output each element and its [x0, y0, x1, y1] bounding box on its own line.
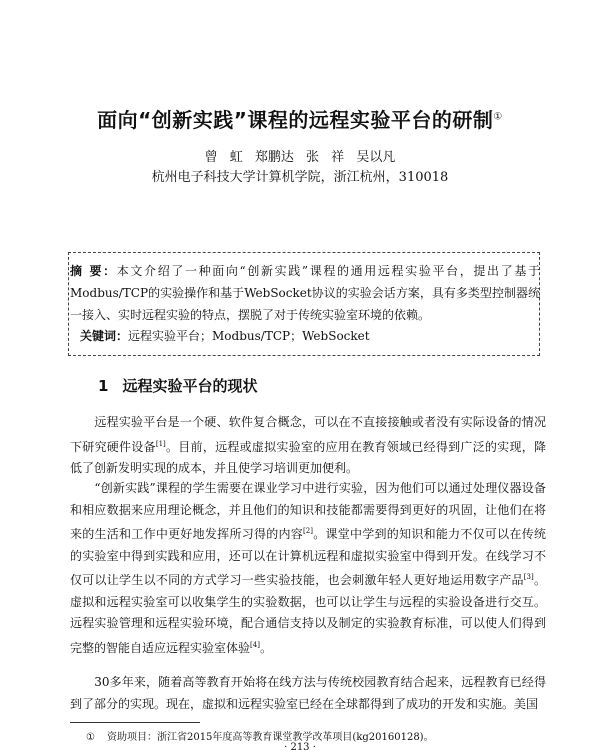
- body-paragraph: [70, 412, 546, 480]
- section-number: 1: [98, 377, 109, 395]
- paper-title-text: 面向“创新实践”课程的远程实验平台的研制: [97, 108, 494, 132]
- footnote-mark: ①: [86, 732, 95, 743]
- paragraph-text: 。: [259, 640, 272, 655]
- page-number: · 213 ·: [284, 742, 316, 753]
- paragraph-text: 。课堂中学到的知识和能力不仅可以在传统的实验室中得到实践和应用，还可以在计算机远程和虚拟实验室中得到开发。在线学习不仅可以让学生以不同的方式学习一些实验技能，也会刺激年轻人更好地运用数字产品: [70, 527, 546, 587]
- title-footnote-mark: ①: [493, 111, 503, 123]
- citation: [1]: [155, 439, 166, 448]
- paragraph-text: 。虚拟和远程实验室可以收集学生的实验数据，也可以让学生与远程的实验设备进行交互。远程实验管理和远程实验环境，配合通信支持以及制定的实验教育标准，可以使人们得到完整的智能自适应远程实验室体验: [70, 573, 546, 655]
- paper-title: [0, 104, 600, 133]
- section-title: 远程实验平台的现状: [122, 377, 258, 395]
- body-paragraph: [70, 672, 546, 715]
- keywords: [80, 326, 540, 346]
- footnote-divider: [70, 722, 200, 723]
- body-paragraph: [70, 478, 546, 659]
- paragraph-text: “创新实践”课程的学生需要在课业学习中进行实验，因为他们可以通过处理仪器设备和相应数据来应用理论概念，并且他们的知识和技能都需要得到更好的巩固，让他们在将来的生活和工作中更好地发挥所习得的内容: [70, 481, 546, 541]
- affiliation: 杭州电子科技大学计算机学院，浙江杭州，310018: [151, 170, 449, 185]
- section-heading: [98, 375, 257, 396]
- abstract-label: 摘 要：: [70, 264, 117, 278]
- paragraph-text: 。目前，远程或虚拟实验室的应用在教育领域已经得到广泛的实现，降低了创新发明实现的成本，并且使学习培训更加便利。: [70, 439, 546, 475]
- keywords-text: 远程实验平台；Modbus/TCP；WebSocket: [128, 329, 370, 343]
- paragraph-text: 远程实验平台是一个硬、软件复合概念，可以在不直接接触或者没有实际设备的情况下研究硬件设备: [70, 415, 546, 454]
- footnote-text: 资助项目：浙江省2015年度高等教育课堂教学改革项目(kg20160128)。: [106, 732, 434, 743]
- keywords-label: 关键词：: [80, 329, 129, 343]
- abstract-text: 本文介绍了一种面向“创新实践”课程的通用远程实验平台，提出了基于Modbus/TCP的实验操作和基于WebSocket协议的实验会话方案，具有多类型控制器统一接入、实时远程实验的特点，摆脱了对于传统实验室环境的依赖。: [70, 264, 540, 322]
- abstract: [70, 260, 540, 326]
- paragraph-text: 30多年来，随着高等教育开始将在线方法与传统校园教育结合起来，远程教育已经得到了部分的实现。现在，虚拟和远程实验室已经在全球都得到了成功的开发和实施。美国: [70, 675, 546, 711]
- citation: [3]: [523, 573, 534, 581]
- footnote: [86, 728, 434, 743]
- author-list: 曾 虹 郑鹏达 张 祥 吴以凡: [204, 150, 396, 165]
- citation: [2]: [303, 527, 313, 535]
- citation: [4]: [250, 640, 260, 649]
